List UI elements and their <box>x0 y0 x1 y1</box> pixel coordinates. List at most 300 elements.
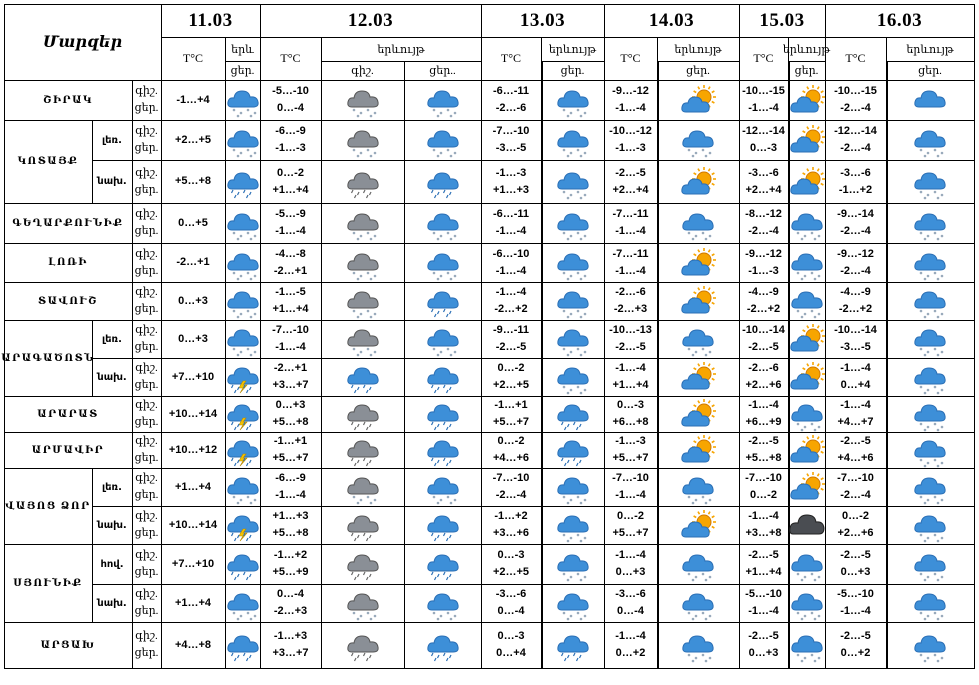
region-subzone: լեռ. <box>92 120 133 161</box>
snow-icon-graphic <box>789 629 825 661</box>
day-temp: +5…+7 <box>612 452 649 464</box>
rain-snow-icon-graphic <box>345 629 381 661</box>
temp-range <box>825 396 887 433</box>
day-temp: -2…-4 <box>840 142 871 154</box>
dark-cloud-icon-graphic <box>789 509 825 541</box>
day-temp: +5…+7 <box>492 416 530 428</box>
cloud-blue-icon-graphic <box>912 84 948 116</box>
rain-icon-graphic <box>555 629 591 661</box>
day-label: ցեր. <box>134 183 159 196</box>
rain-snow-icon-graphic <box>345 509 381 541</box>
snow-icon <box>225 243 261 283</box>
phen-header: երև <box>225 37 261 62</box>
snow-icon <box>788 584 826 623</box>
day-temp: 0…+2 <box>840 647 871 659</box>
sun-cloud-icon-graphic <box>789 84 825 116</box>
night-day-label <box>132 160 162 204</box>
region-name: ԱՐԱԳԱԾՈՏՆ <box>4 320 93 397</box>
night-temp: 0…-2 <box>842 510 869 522</box>
temp-range <box>739 584 789 623</box>
sun-cloud-icon-graphic <box>789 124 825 156</box>
snow-icon-graphic <box>225 207 261 239</box>
night-temp: -5…-10 <box>272 85 309 97</box>
temp-range <box>260 584 322 623</box>
snow-icon-graphic <box>225 587 261 619</box>
day-label: ցեր. <box>134 605 159 617</box>
temp-range <box>481 468 542 507</box>
day-label: ցեր. <box>134 264 159 277</box>
day-temp: +5…+7 <box>272 452 309 464</box>
dark-cloud-icon <box>788 506 826 545</box>
rain-icon-graphic <box>425 398 461 430</box>
night-temp: -1…-4 <box>615 549 646 561</box>
rain-icon <box>321 358 405 397</box>
day-temp: +3…+8 <box>745 527 782 539</box>
night-day-label <box>132 320 162 359</box>
night-temp: -3…-6 <box>748 166 779 179</box>
temp-11: +2…+5 <box>161 120 226 161</box>
sun-cloud-icon <box>657 160 740 204</box>
day-temp: 0…-4 <box>497 605 525 617</box>
temp-header: T°C <box>825 37 887 81</box>
night-temp: -2…-5 <box>615 166 646 179</box>
day-temp: +4…+6 <box>837 452 874 464</box>
snow-icon-graphic <box>555 471 591 503</box>
snow-icon <box>886 203 975 244</box>
snow-icon <box>541 584 605 623</box>
snow-icon-graphic <box>555 207 591 239</box>
snow-icon-graphic <box>555 361 591 393</box>
night-label: գիշ. <box>135 435 158 447</box>
snow-icon-graphic <box>225 285 261 317</box>
night-temp: -2…+1 <box>273 362 308 374</box>
snow-icon-graphic <box>680 548 716 580</box>
day-label: ցեր. <box>134 303 159 315</box>
night-temp: -9…-14 <box>837 208 874 220</box>
day-temp: 0…-4 <box>617 605 644 617</box>
night-label: գիշ. <box>135 85 158 97</box>
sun-cloud-icon <box>788 468 826 507</box>
day-temp: 0…+4 <box>496 647 526 659</box>
temp-range <box>481 120 542 161</box>
night-day-label <box>132 432 162 469</box>
day-temp: 0…-3 <box>750 142 777 154</box>
day-temp: -2…-4 <box>748 225 779 237</box>
snow-icon-graphic <box>789 587 825 619</box>
snow-icon-graphic <box>425 84 461 116</box>
day-temp: -2…-4 <box>840 102 871 114</box>
region-name: ՎԱՅՈՑ ՁՈՐ <box>4 468 93 545</box>
snow-icon <box>541 320 605 359</box>
day-temp: -2…-5 <box>748 341 779 353</box>
day-temp: +2…+5 <box>492 566 530 578</box>
night-day-label <box>132 506 162 545</box>
cloud-blue-icon <box>886 80 975 121</box>
snow-icon-graphic <box>555 285 591 317</box>
temp-range <box>260 282 322 321</box>
date-header: 13.03 <box>481 4 605 38</box>
night-label: գիշ. <box>135 286 158 298</box>
snow-icon <box>657 203 740 244</box>
rain-snow-icon <box>321 396 405 433</box>
day-temp: +1…+4 <box>272 303 309 315</box>
temp-range <box>260 358 322 397</box>
snow-icon <box>886 584 975 623</box>
night-temp: -12…-14 <box>834 125 877 137</box>
snow-icon <box>404 584 482 623</box>
night-temp: -7…-10 <box>272 324 309 336</box>
night-header: գիշ. <box>321 61 405 81</box>
rain-icon-graphic <box>345 361 381 393</box>
temp-range <box>825 358 887 397</box>
day-temp: +5…+8 <box>272 416 309 428</box>
temp-range <box>604 120 658 161</box>
date-header: 14.03 <box>604 4 740 38</box>
snow-icon-graphic <box>912 323 948 355</box>
snow-icon <box>404 203 482 244</box>
temp-range <box>825 203 887 244</box>
night-temp: -1…+2 <box>273 549 308 561</box>
snow-icon-graphic <box>912 361 948 393</box>
snow-icon-graphic <box>912 629 948 661</box>
snow-icon-graphic <box>425 207 461 239</box>
snow-icon <box>541 243 605 283</box>
temp-range <box>739 622 789 669</box>
night-temp: -10…-12 <box>609 125 652 137</box>
snow-icon-graphic <box>680 124 716 156</box>
temp-range <box>481 282 542 321</box>
temp-range <box>260 506 322 545</box>
day-temp: -1…-4 <box>495 225 527 237</box>
day-label: ցեր. <box>134 379 159 391</box>
night-temp: -2…-5 <box>748 549 779 561</box>
temp-range <box>260 432 322 469</box>
rain-icon-graphic <box>425 629 461 661</box>
snow-icon-graphic <box>555 247 591 279</box>
forecast-table <box>1 4 974 680</box>
sun-cloud-icon-graphic <box>680 434 716 466</box>
sun-cloud-icon <box>657 80 740 121</box>
day-temp: +1…+3 <box>492 183 530 196</box>
day-temp: +3…+7 <box>272 647 309 659</box>
temp-11: 0…+3 <box>161 282 226 321</box>
sun-cloud-icon-graphic <box>680 285 716 317</box>
region-name: ԱՐՄԱՎԻՐ <box>4 432 133 469</box>
temp-11: -2…+1 <box>161 243 226 283</box>
thunder-icon <box>225 358 261 397</box>
temp-range <box>481 160 542 204</box>
temp-range <box>604 160 658 204</box>
snow-icon <box>657 120 740 161</box>
night-temp: -7…-10 <box>492 472 530 484</box>
temp-header: T°C <box>604 37 658 81</box>
rain-icon <box>404 396 482 433</box>
day-temp: -2…+2 <box>746 303 781 315</box>
sun-cloud-icon-graphic <box>680 509 716 541</box>
sun-cloud-icon <box>657 432 740 469</box>
snow-icon <box>404 320 482 359</box>
day-label: ցեր. <box>134 416 159 428</box>
night-temp: -1…-5 <box>275 286 306 298</box>
day-label: ցեր. <box>134 489 159 501</box>
snow-icon-graphic <box>225 323 261 355</box>
day-temp: -2…+2 <box>838 303 873 315</box>
night-temp: -9…-12 <box>837 247 874 260</box>
night-temp: -10…-15 <box>742 85 785 97</box>
snow-icon <box>886 396 975 433</box>
snow-icon-graphic <box>680 471 716 503</box>
rain-icon <box>404 282 482 321</box>
sun-cloud-icon-graphic <box>789 166 825 198</box>
rain-snow-icon <box>321 622 405 669</box>
temp-range <box>604 203 658 244</box>
rain-icon <box>404 358 482 397</box>
night-temp: -1…-4 <box>615 362 646 374</box>
temp-range <box>739 396 789 433</box>
temp-header: T°C <box>260 37 322 81</box>
rain-icon-graphic <box>225 166 261 198</box>
cloud-snow-icon <box>321 203 405 244</box>
day-label: ցեր. <box>134 102 159 114</box>
snow-icon-graphic <box>912 166 948 198</box>
night-temp: -1…-4 <box>840 362 871 374</box>
night-temp: -6…-9 <box>275 125 306 137</box>
snow-icon-graphic <box>555 124 591 156</box>
night-temp: -3…-6 <box>840 166 871 179</box>
temp-11: +5…+8 <box>161 160 226 204</box>
region-name: ՍՅՈՒՆԻՔ <box>4 544 93 623</box>
day-temp: -1…-3 <box>275 142 306 154</box>
snow-icon <box>404 120 482 161</box>
day-temp: -2…+3 <box>613 303 648 315</box>
temp-range <box>604 622 658 669</box>
temp-range <box>604 396 658 433</box>
rain-icon-graphic <box>555 398 591 430</box>
day-temp: -2…+1 <box>273 264 308 277</box>
day-label: ցեր. <box>134 225 159 237</box>
rain-snow-icon-graphic <box>345 398 381 430</box>
night-temp: +1…+3 <box>272 510 309 522</box>
night-temp: -9…-12 <box>612 85 649 97</box>
temp-11: +10…+14 <box>161 506 226 545</box>
night-temp: -10…-13 <box>609 324 652 336</box>
day-temp: 0…+3 <box>840 566 871 578</box>
day-header: ցեր. <box>886 61 975 81</box>
rain-icon-graphic <box>425 434 461 466</box>
night-temp: -6…-11 <box>492 208 530 220</box>
day-label: ցեր. <box>134 341 159 353</box>
day-temp: -2…-4 <box>495 489 527 501</box>
thunder-icon <box>225 432 261 469</box>
phen-header: երևույթ <box>321 37 482 62</box>
rain-icon <box>541 432 605 469</box>
night-temp: -5…-10 <box>745 588 782 600</box>
snow-icon-graphic <box>912 548 948 580</box>
snow-icon <box>788 282 826 321</box>
temp-11: +10…+12 <box>161 432 226 469</box>
rain-snow-icon <box>321 544 405 585</box>
night-label: գիշ. <box>135 588 158 600</box>
night-temp: -12…-14 <box>742 125 785 137</box>
night-label: գիշ. <box>135 166 158 179</box>
snow-icon <box>657 320 740 359</box>
temp-11: +7…+10 <box>161 544 226 585</box>
snow-icon-graphic <box>555 166 591 198</box>
night-temp: 0…-2 <box>617 510 644 522</box>
temp-range <box>260 243 322 283</box>
night-day-label <box>132 120 162 161</box>
night-temp: -1…-3 <box>495 166 527 179</box>
date-header: 16.03 <box>825 4 975 38</box>
date-header: 12.03 <box>260 4 482 38</box>
temp-range <box>825 80 887 121</box>
temp-range <box>739 243 789 283</box>
sun-cloud-icon-graphic <box>789 434 825 466</box>
day-temp: -1…-3 <box>615 142 646 154</box>
cloud-snow-icon-graphic <box>345 247 381 279</box>
sun-cloud-icon <box>657 506 740 545</box>
night-temp: 0…-2 <box>277 166 304 179</box>
day-temp: -1…-3 <box>748 264 779 277</box>
thunder-icon-graphic <box>225 361 261 393</box>
night-label: գիշ. <box>135 247 158 260</box>
day-temp: -2…-4 <box>840 489 871 501</box>
day-temp: -1…-4 <box>615 489 646 501</box>
night-temp: -1…+3 <box>273 630 308 642</box>
rain-icon <box>541 622 605 669</box>
day-temp: +6…+8 <box>612 416 649 428</box>
snow-icon <box>886 320 975 359</box>
temp-range <box>260 160 322 204</box>
rain-icon-graphic <box>425 361 461 393</box>
region-name: ԱՐՑԱԽ <box>4 622 133 669</box>
cloud-snow-icon <box>321 80 405 121</box>
temp-header: T°C <box>161 37 226 81</box>
snow-icon <box>225 584 261 623</box>
temp-range <box>825 160 887 204</box>
temp-range <box>481 432 542 469</box>
night-temp: 0…-3 <box>497 549 525 561</box>
snow-icon-graphic <box>789 548 825 580</box>
night-temp: -10…-14 <box>742 324 785 336</box>
temp-range <box>739 544 789 585</box>
regions-title: Մարզեր <box>4 4 162 81</box>
snow-icon-graphic <box>425 323 461 355</box>
temp-range <box>604 432 658 469</box>
night-temp: -10…-15 <box>834 85 877 97</box>
day-temp: +2…+4 <box>745 183 782 196</box>
day-temp: +5…+9 <box>272 566 309 578</box>
day-temp: -2…+3 <box>273 605 308 617</box>
day-temp: +1…+4 <box>272 183 309 196</box>
snow-icon-graphic <box>789 247 825 279</box>
night-temp: -2…-6 <box>615 286 646 298</box>
day-temp: -1…-4 <box>748 102 779 114</box>
sun-cloud-icon <box>788 320 826 359</box>
day-temp: 0…+4 <box>840 379 871 391</box>
night-day-label <box>132 203 162 244</box>
temp-range <box>481 320 542 359</box>
snow-icon-graphic <box>680 323 716 355</box>
night-temp: -2…-5 <box>748 435 779 447</box>
night-temp: -5…-10 <box>837 588 874 600</box>
temp-header: T°C <box>481 37 542 81</box>
night-label: գիշ. <box>135 549 158 561</box>
rain-icon-graphic <box>425 166 461 198</box>
day-header: ցեր.. <box>404 61 482 81</box>
snow-icon <box>886 622 975 669</box>
day-temp: 0…+2 <box>615 647 646 659</box>
night-day-label <box>132 243 162 283</box>
temp-11: +1…+4 <box>161 584 226 623</box>
night-temp: -6…-11 <box>492 85 530 97</box>
region-subzone: նախ. <box>92 160 133 204</box>
rain-snow-icon-graphic <box>345 434 381 466</box>
day-header: ցեր. <box>541 61 605 81</box>
rain-icon-graphic <box>425 285 461 317</box>
night-day-label <box>132 468 162 507</box>
snow-icon <box>788 203 826 244</box>
sun-cloud-icon-graphic <box>789 471 825 503</box>
day-temp: +2…+4 <box>612 183 649 196</box>
day-temp: -2…-6 <box>495 102 527 114</box>
phen-header: երևույթ <box>788 37 826 62</box>
night-day-label <box>132 622 162 669</box>
temp-range <box>825 544 887 585</box>
sun-cloud-icon-graphic <box>680 166 716 198</box>
snow-icon-graphic <box>555 323 591 355</box>
snow-icon <box>541 80 605 121</box>
temp-range <box>739 120 789 161</box>
sun-cloud-icon-graphic <box>680 247 716 279</box>
day-label: ցեր. <box>134 566 159 578</box>
night-temp: -2…-5 <box>840 630 871 642</box>
snow-icon <box>886 120 975 161</box>
region-subzone: լեռ. <box>92 320 133 359</box>
cloud-snow-icon-graphic <box>345 285 381 317</box>
day-label: ցեր. <box>134 647 159 659</box>
rain-icon-graphic <box>225 629 261 661</box>
cloud-snow-icon-graphic <box>345 124 381 156</box>
snow-icon-graphic <box>555 548 591 580</box>
temp-range <box>481 506 542 545</box>
rain-icon-graphic <box>425 548 461 580</box>
day-header: ցեր. <box>225 61 261 81</box>
snow-icon-graphic <box>555 587 591 619</box>
day-temp: -1…-4 <box>615 225 646 237</box>
night-label: գիշ. <box>135 362 158 374</box>
region-name: ԳԵՂԱՐՔՈՒՆԻՔ <box>4 203 133 244</box>
snow-icon-graphic <box>912 471 948 503</box>
cloud-snow-icon-graphic <box>345 84 381 116</box>
snow-icon-graphic <box>225 247 261 279</box>
sun-cloud-icon <box>788 432 826 469</box>
sun-cloud-icon <box>657 282 740 321</box>
temp-range <box>481 243 542 283</box>
night-temp: 0…+3 <box>275 399 306 411</box>
cloud-snow-icon <box>321 120 405 161</box>
night-day-label <box>132 358 162 397</box>
day-header: ցեր. <box>788 61 826 81</box>
temp-range <box>260 203 322 244</box>
temp-range <box>739 468 789 507</box>
temp-11: 0…+5 <box>161 203 226 244</box>
rain-snow-icon <box>321 160 405 204</box>
temp-range <box>260 320 322 359</box>
night-temp: -2…-5 <box>840 435 871 447</box>
snow-icon-graphic <box>912 398 948 430</box>
day-temp: +5…+8 <box>745 452 782 464</box>
